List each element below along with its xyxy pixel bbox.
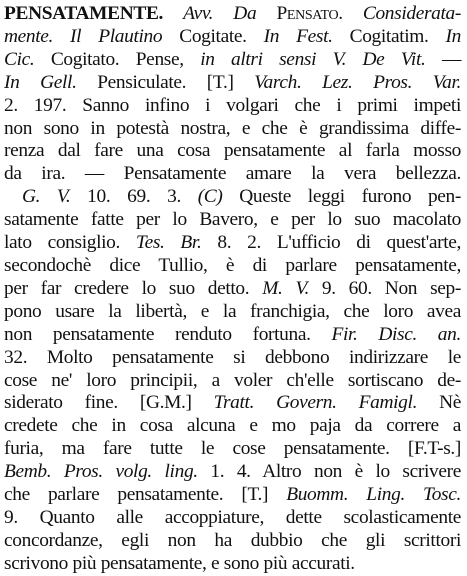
entry-line-24: concordanze, egli non ha dubbio che gli scrittori	[4, 529, 461, 551]
entry-line-22: che parlare pensatamente. [T.] Buomm. Ling. Tosc.	[4, 484, 461, 506]
entry-line-4: In Gell. Pensiculate. [T.] Varch. Lez. Pros. Var.	[4, 71, 461, 93]
entry-line-20: furia, ma fare tutte le cose pensatamente. [F.T-s.]	[4, 438, 461, 460]
entry-line-17: cose ne' loro principii, a voler ch'elle sortiscano de-	[4, 369, 461, 391]
headword: PENSATAMENTE.	[4, 3, 164, 24]
entry-line-7: renza dal fare una cosa pensatamente al farla mosso	[4, 140, 461, 162]
entry-line-6: non sono in potestà nostra, e che è grandissima diffe-	[4, 117, 461, 139]
entry-line-9: G. V. 10. 69. 3. (C) Queste leggi furono pen-	[22, 186, 461, 208]
entry-line-1: PENSATAMENTE. Avv. Da Pensato. Considerata-	[4, 3, 461, 24]
entry-line-16: 32. Molto pensatamente si debbono indirizzare le	[4, 346, 461, 368]
entry-line-13: per far credere lo suo detto. M. V. 9. 60. Non sep-	[4, 277, 461, 299]
entry-line-14: pono usare la libertà, e la franchigia, che loro avea	[4, 300, 461, 322]
entry-line-15: non pensatamente renduto fortuna. Fir. Disc. an.	[4, 323, 461, 345]
entry-line-23: 9. Quanto alle accoppiature, dette scolasticamente	[4, 506, 461, 528]
entry-line-2: mente. Il Plautino Cogitate. In Fest. Cogitatim. In	[4, 25, 461, 47]
entry-line-19: credete che in cosa alcuna e mo paja da correre a	[4, 415, 461, 437]
entry-line-3: Cic. Cogitato. Pense, in altri sensi V. De Vit. —	[4, 48, 462, 70]
entry-line-21: Bemb. Pros. volg. ling. 1. 4. Altro non è lo scrivere	[4, 461, 461, 483]
entry-line-25: scrivono più pensatamente, e sono più accurati.	[4, 552, 355, 574]
entry-line-5: 2. 197. Sanno infino i volgari che i primi impeti	[4, 94, 461, 116]
entry-line-11: lato consiglio. Tes. Br. 8. 2. L'ufficio di quest'arte,	[4, 232, 462, 254]
entry-line-8: da ira. — Pensatamente amare la vera bellezza.	[4, 163, 461, 185]
entry-line-10: satamente fatte per lo Bavero, e per lo suo macolato	[4, 209, 461, 231]
entry-line-18: siderato fine. [G.M.] Tratt. Govern. Famigl. Nè	[4, 392, 461, 414]
entry-line-12: secondochè dice Tullio, è di parlare pensatamente,	[4, 254, 461, 276]
